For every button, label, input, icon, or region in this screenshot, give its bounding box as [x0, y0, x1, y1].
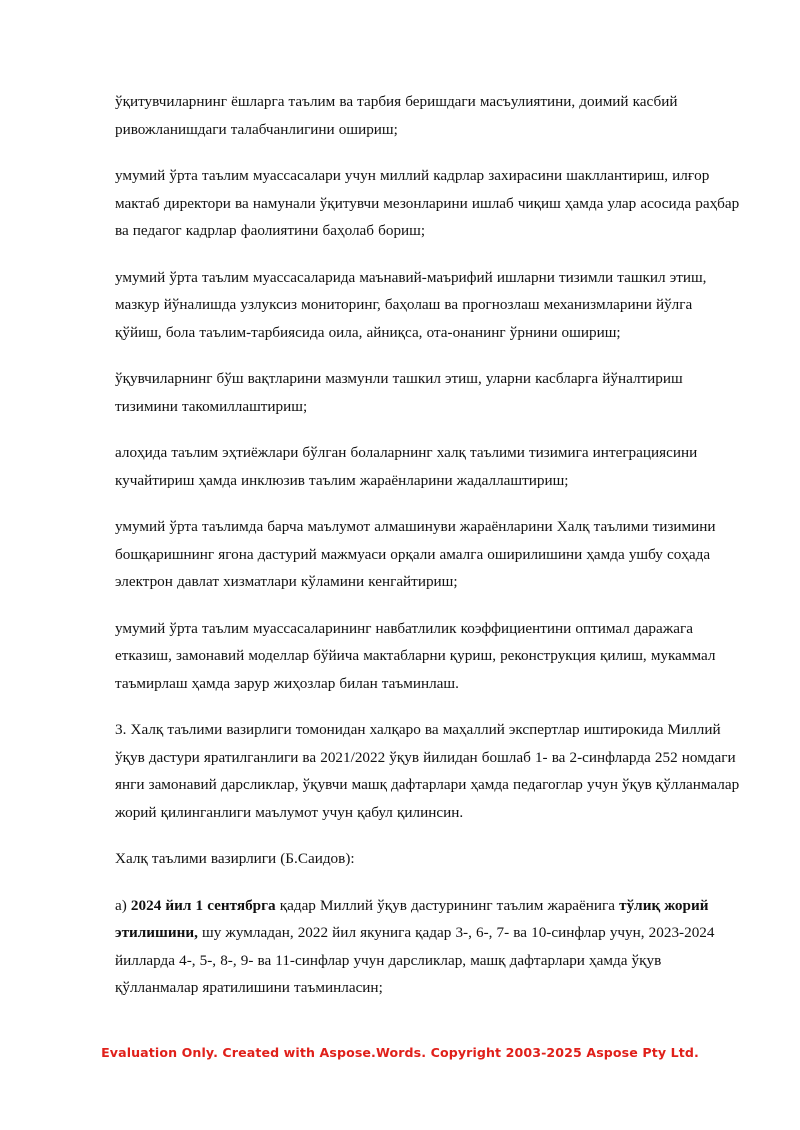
paragraph-ministry-heading: Халқ таълими вазирлиги (Б.Саидов):	[115, 850, 355, 867]
document-body	[115, 88, 743, 1021]
evaluation-watermark: Evaluation Only. Created with Aspose.Words. Copyright 2003-2025 Aspose Pty Ltd.	[101, 1045, 699, 1060]
item-a-text-end: шу жумладан, 2022 йил якунига қадар 3-, 6-, 7- ва 10-синфлар учун, 2023-2024 йилларда 4-, 5-, 8-, 9- ва 11-синфлар учун дарсликлар, машқ дафтарлари ҳамда ўқув қўлланмалар яратилишини таъминласин;	[115, 924, 715, 996]
item-a-text-mid: қадар Миллий ўқув дастурининг таълим жараёнига	[275, 896, 620, 914]
paragraph-teacher-responsibility: ўқитувчиларнинг ёшларга таълим ва тарбия беришдаги масъулиятини, доимий касбий ривожланишдаги талабчанлигини ошириш;	[115, 93, 678, 138]
paragraph-school-construction: умумий ўрта таълим муассасаларининг навбатлилик коэффициентини оптимал даражага етказиш, замонавий моделлар бўйича мактабларни қуриш, реконструкция қилиш, мукаммал таъмирлаш ҳамда зарур жиҳозлар билан таъминлаш.	[115, 619, 716, 692]
paragraph-item-3: 3. Халқ таълими вазирлиги томонидан халқаро ва маҳаллий экспертлар иштирокида Миллий ўқув дастури яратилганлиги ва 2021/2022 ўқув йилидан бошлаб 1- ва 2-синфларда 252 номдаги янги замонавий дарсликлар, ўқувчи машқ дафтарлари ҳамда педагоглар учун ўқув қўлланмалар жорий қилинганлиги маълумот учун қабул қилинсин.	[115, 721, 740, 821]
item-a-bold-date: 2024 йил 1 сентябрга	[130, 896, 276, 914]
item-a-prefix: а)	[115, 896, 131, 914]
item-a-bold-phrase: тўлиқ жорий этилишини,	[115, 896, 709, 941]
paragraph-item-a	[115, 892, 743, 1002]
paragraph-spiritual-education: умумий ўрта таълим муассасаларида маънавий-маърифий ишларни тизимли ташкил этиш, мазкур йўналишда узлуксиз мониторинг, баҳолаш ва прогнозлаш механизмларини йўлга қўйиш, бола таълим-тарбиясида оила, айниқса, ота-онанинг ўрнини ошириш;	[115, 268, 707, 341]
paragraph-free-time: ўқувчиларнинг бўш вақтларини мазмунли ташкил этиш, уларни касбларга йўналтириш тизимини такомиллаштириш;	[115, 370, 683, 415]
paragraph-inclusive-education: алоҳида таълим эҳтиёжлари бўлган болаларнинг халқ таълими тизимига интеграциясини кучайтириш ҳамда инклюзив таълим жараёнларини жадаллаштириш;	[115, 444, 698, 489]
paragraph-information-exchange: умумий ўрта таълимда барча маълумот алмашинуви жараёнларини Халқ таълими тизимини бошқаришнинг ягона дастурий мажмуаси орқали амалга оширилишини ҳамда ушбу соҳада электрон давлат хизматлари кўламини кенгайтириш;	[115, 518, 716, 590]
paragraph-personnel-reserve: умумий ўрта таълим муассасалари учун миллий кадрлар захирасини шакллантириш, илғор мактаб директори ва намунали ўқитувчи мезонларини ишлаб чиқиш ҳамда улар асосида раҳбар ва педагог кадрлар фаолиятини баҳолаб бориш;	[115, 167, 740, 239]
